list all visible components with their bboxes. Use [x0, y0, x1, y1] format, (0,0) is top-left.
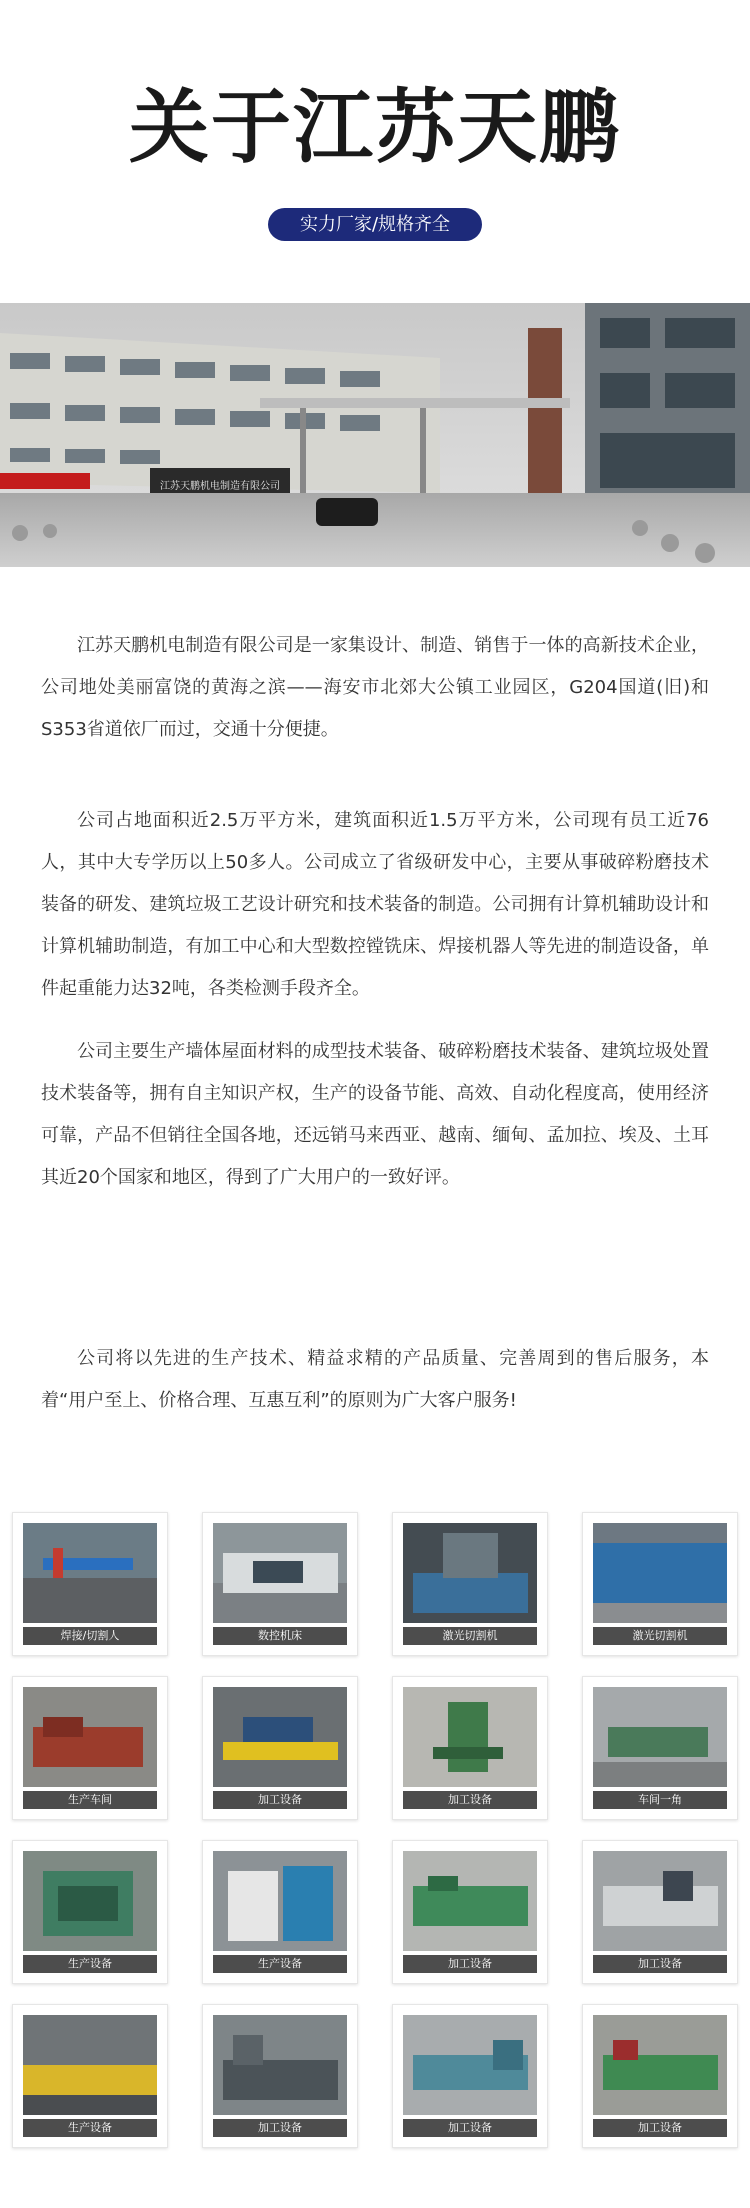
gallery-item — [12, 1512, 168, 1656]
gallery-caption: 生产设备 — [23, 2119, 157, 2137]
gallery-photo — [403, 1687, 537, 1787]
gallery-caption: 焊接/切割人 — [23, 1627, 157, 1645]
gallery-caption: 激光切割机 — [593, 1627, 727, 1645]
gallery-item — [582, 1840, 738, 1984]
gallery-caption: 生产设备 — [23, 1955, 157, 1973]
intro-paragraph-3: 公司主要生产墙体屋面材料的成型技术装备、破碎粉磨技术装备、建筑垃圾处置技术装备等，拥有自主知识产权，生产的设备节能、高效、自动化程度高，使用经济可靠，产品不但销往全国各地，还远销马来西亚、越南、缅甸、孟加拉、埃及、土耳其近20个国家和地区，得到了广大用户的一致好评。 — [41, 1041, 709, 1188]
gallery-photo — [403, 1523, 537, 1623]
gallery-photo — [403, 2015, 537, 2115]
gallery-caption: 加工设备 — [403, 1955, 537, 1973]
gallery-item — [202, 2004, 358, 2148]
gallery-caption: 车间一角 — [593, 1791, 727, 1809]
gallery-item — [12, 1676, 168, 1820]
gallery-caption: 加工设备 — [593, 1955, 727, 1973]
gallery-item — [202, 1676, 358, 1820]
gallery-photo — [23, 1851, 157, 1951]
sign-text: 江苏天鹏机电制造有限公司 — [160, 481, 280, 492]
gallery-photo — [213, 1687, 347, 1787]
gallery-item — [392, 1676, 548, 1820]
gallery-caption: 生产车间 — [23, 1791, 157, 1809]
gallery-item — [392, 2004, 548, 2148]
gallery-item — [582, 2004, 738, 2148]
gallery-caption: 加工设备 — [403, 2119, 537, 2137]
gallery-caption: 加工设备 — [213, 2119, 347, 2137]
intro-paragraph-2: 公司占地面积近2.5万平方米，建筑面积近1.5万平方米，公司现有员工近76人，其中大专学历以上50多人。公司成立了省级研发中心，主要从事破碎粉磨技术装备的研发、建筑垃圾工艺设计研究和技术装备的制造。公司拥有计算机辅助设计和计算机辅助制造，有加工中心和大型数控镗铣床、焊接机器人等先进的制造设备，单件起重能力达32吨，各类检测手段齐全。 — [41, 810, 709, 999]
intro-paragraph-1: 江苏天鹏机电制造有限公司是一家集设计、制造、销售于一体的高新技术企业，公司地处美丽富饶的黄海之滨——海安市北郊大公镇工业园区，G204国道(旧)和S353省道依厂而过，交通十分便捷。 — [41, 635, 709, 740]
gallery-photo — [23, 1687, 157, 1787]
gallery-photo — [593, 2015, 727, 2115]
gallery-item — [582, 1676, 738, 1820]
gallery-caption: 加工设备 — [213, 1791, 347, 1809]
gallery-photo — [23, 2015, 157, 2115]
gallery-photo — [403, 1851, 537, 1951]
gallery-caption: 激光切割机 — [403, 1627, 537, 1645]
factory-gate-photo — [0, 303, 750, 567]
gallery-item — [202, 1512, 358, 1656]
gallery-photo — [213, 1523, 347, 1623]
gallery-photo — [593, 1851, 727, 1951]
gallery-photo — [593, 1523, 727, 1623]
gallery-photo — [23, 1523, 157, 1623]
gallery-caption: 加工设备 — [593, 2119, 727, 2137]
subtitle-badge: 实力厂家/规格齐全 — [268, 208, 482, 241]
gallery-item — [12, 2004, 168, 2148]
gallery-item — [202, 1840, 358, 1984]
gallery-caption: 数控机床 — [213, 1627, 347, 1645]
intro-paragraph-4: 公司将以先进的生产技术、精益求精的产品质量、完善周到的售后服务，本着“用户至上、价格合理、互惠互利”的原则为广大客户服务! — [41, 1348, 709, 1411]
gallery-item — [392, 1512, 548, 1656]
gallery-photo — [213, 1851, 347, 1951]
gallery-item — [12, 1840, 168, 1984]
gallery-item — [582, 1512, 738, 1656]
gallery-photo — [593, 1687, 727, 1787]
gallery-item — [392, 1840, 548, 1984]
gallery-caption: 生产设备 — [213, 1955, 347, 1973]
gallery-photo — [213, 2015, 347, 2115]
page-title: 关于江苏天鹏 — [129, 81, 621, 174]
gallery-caption: 加工设备 — [403, 1791, 537, 1809]
